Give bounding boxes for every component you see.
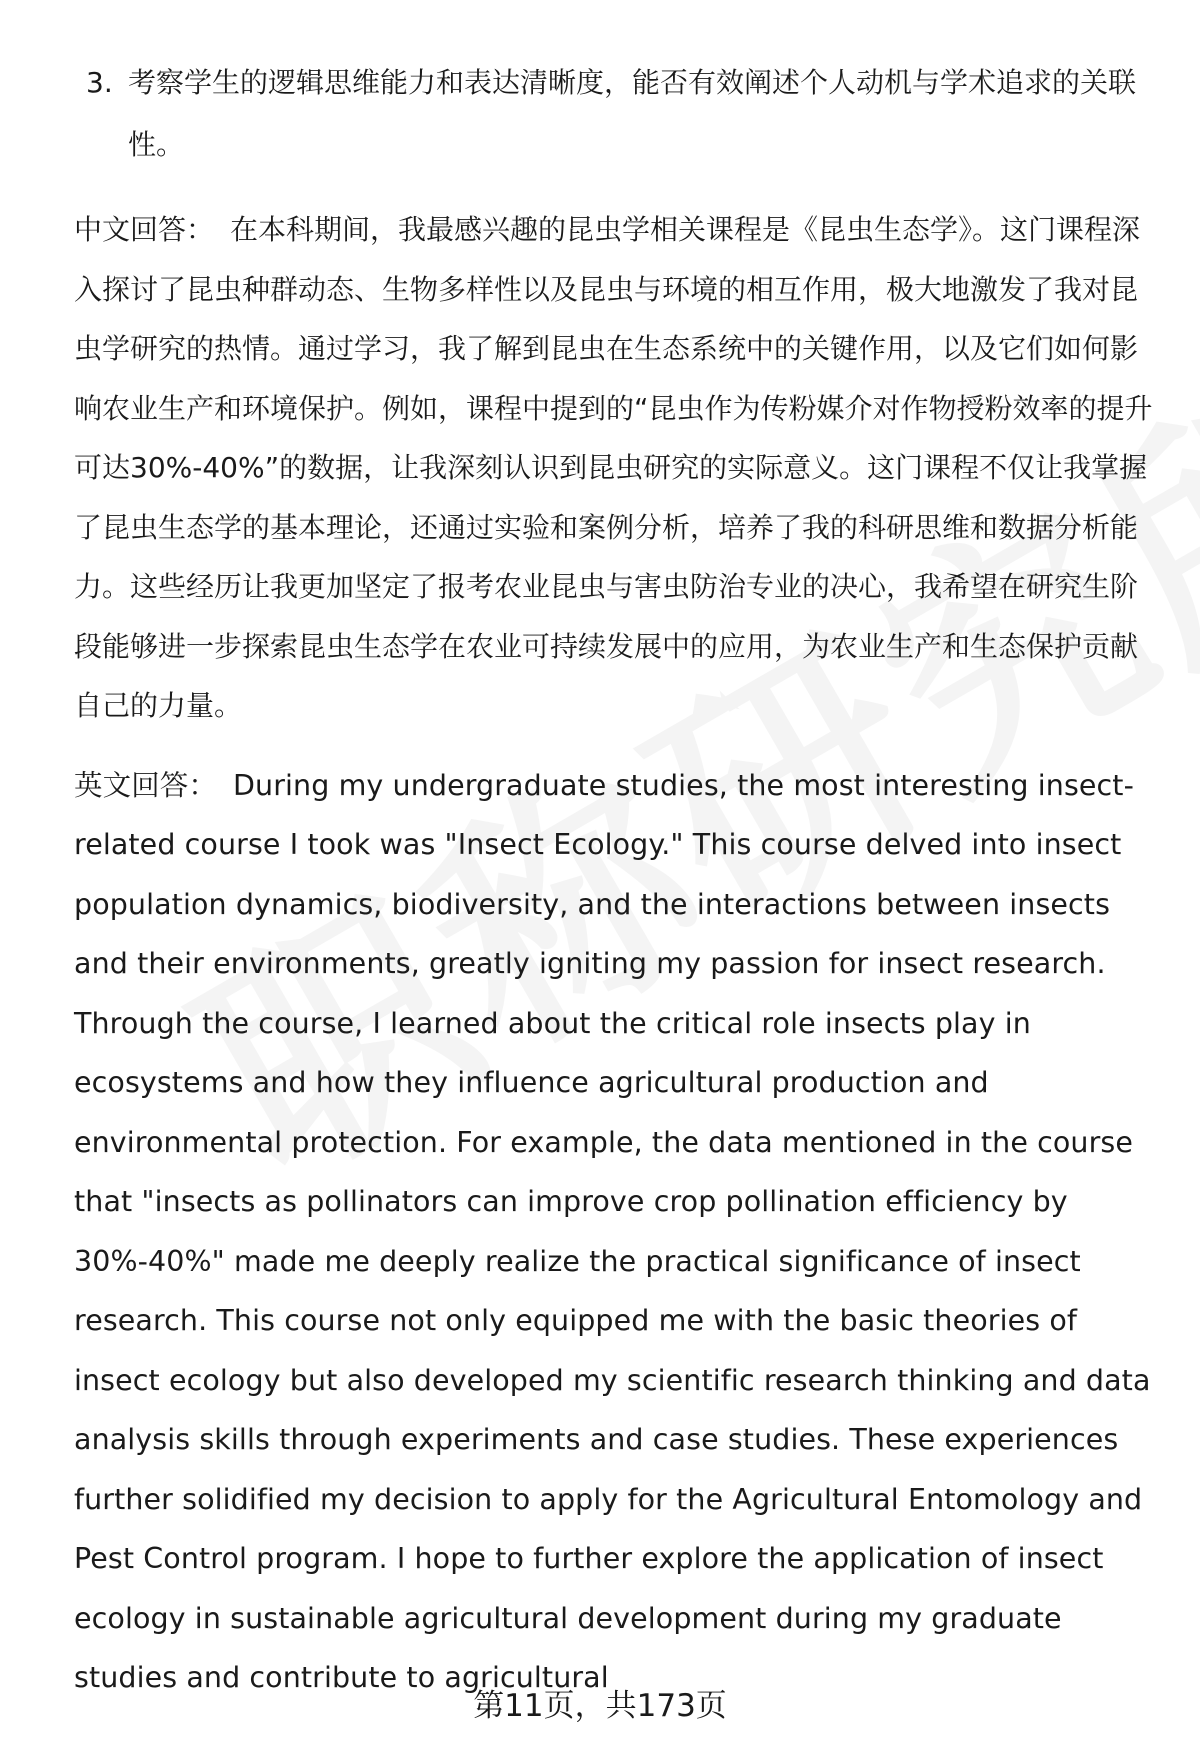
english-answer-text: During my undergraduate studies, the most interesting insect-related course I took was "Insect Ecology." This course delved into insect population dynamics, biodiversity, and the interactions between insects and their environments, greatly igniting my passion for insect research. Through the course, I learned about the critical role insects play in ecosystems and how they influence agricultural production and environmental protection. For example, the data mentioned in the course that "insects as pollinators can improve crop pollination efficiency by 30%-40%" made me deeply realize the practical significance of insect research. This course not only equipped me with the basic theories of insect ecology but also developed my scientific research thinking and data analysis skills through experiments and case studies. These experiences further solidified my decision to apply for the Agricultural Entomology and Pest Control program. I hope to further explore the application of insect ecology in sustainable agricultural development during my graduate studies and contribute to agricultural bbox=[74, 768, 1151, 1694]
list-item-number: 3. bbox=[86, 66, 113, 99]
english-answer-label: 英文回答： bbox=[74, 768, 218, 802]
list-item bbox=[86, 52, 1154, 176]
chinese-answer-text: 在本科期间，我最感兴趣的昆虫学相关课程是《昆虫生态学》。这门课程深入探讨了昆虫种群动态、生物多样性以及昆虫与环境的相互作用，极大地激发了我对昆虫学研究的热情。通过学习，我了解到昆虫在生态系统中的关键作用，以及它们如何影响农业生产和环境保护。例如，课程中提到的“昆虫作为传粉媒介对作物授粉效率的提升可达30%-40%”的数据，让我深刻认识到昆虫研究的实际意义。这门课程不仅让我掌握了昆虫生态学的基本理论，还通过实验和案例分析，培养了我的科研思维和数据分析能力。这些经历让我更加坚定了报考农业昆虫与害虫防治专业的决心，我希望在研究生阶段能够进一步探索昆虫生态学在农业可持续发展中的应用，为农业生产和生态保护贡献自己的力量。 bbox=[74, 213, 1153, 722]
chinese-answer-label: 中文回答： bbox=[74, 213, 215, 246]
page-content bbox=[74, 52, 1154, 1728]
english-answer-paragraph bbox=[74, 756, 1154, 1708]
page-number-footer: 第11页，共173页 bbox=[473, 1688, 727, 1724]
list-item-text: 考察学生的逻辑思维能力和表达清晰度，能否有效阐述个人动机与学术追求的关联性。 bbox=[128, 66, 1137, 161]
chinese-answer-paragraph bbox=[74, 200, 1154, 736]
